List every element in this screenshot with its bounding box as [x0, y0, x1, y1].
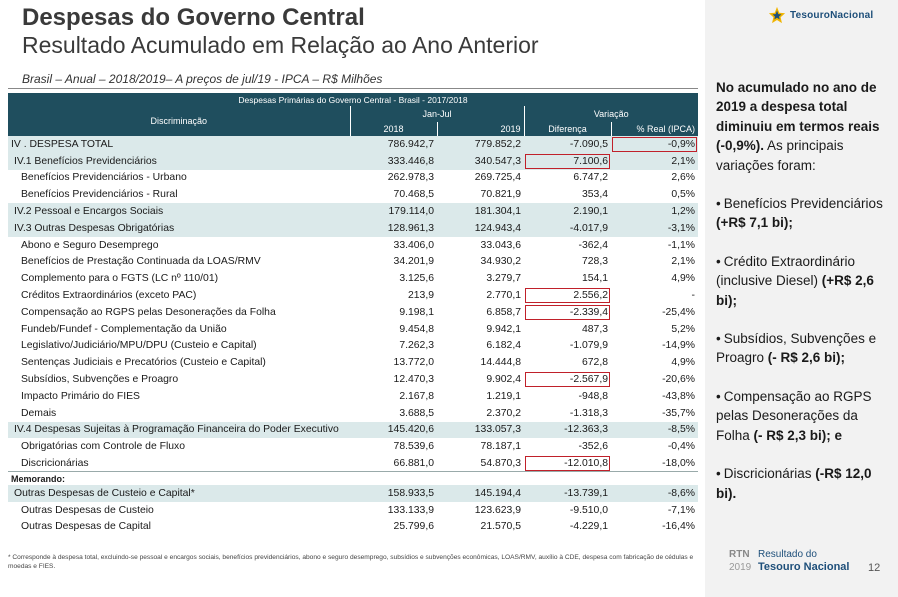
row-value-2018: 34.201,9: [350, 254, 437, 271]
row-value-2018: 3.125,6: [350, 270, 437, 287]
table-row: [8, 388, 698, 405]
table-row: [8, 321, 698, 338]
table-row: [8, 485, 698, 502]
bullet-text: Benefícios Previdenciários: [723, 196, 883, 212]
row-label: Discricionárias: [8, 455, 350, 472]
row-value-2019: 1.219,1: [437, 388, 524, 405]
summary-bullet: [716, 464, 894, 503]
row-label: Abono e Seguro Desemprego: [8, 237, 350, 254]
summary-text: [716, 78, 894, 503]
footer-brand: [758, 548, 849, 574]
row-label: IV.1 Benefícios Previdenciários: [8, 153, 350, 170]
row-value-2018: 262.978,3: [350, 170, 437, 187]
logo-text: TesouroNacional: [790, 9, 874, 21]
page-title: Despesas do Governo Central: [22, 4, 365, 31]
page-number: 12: [868, 562, 881, 574]
row-value-2018: 786.942,7: [350, 136, 437, 153]
row-diferenca: 2.556,2: [524, 287, 611, 304]
expenses-table: [8, 93, 698, 535]
row-value-2018: 158.933,5: [350, 485, 437, 502]
row-real: -43,8%: [611, 388, 698, 405]
col-discriminacao: Discriminação: [8, 106, 350, 136]
row-diferenca: 728,3: [524, 254, 611, 271]
table-row: [8, 254, 698, 271]
row-real: 2,1%: [611, 153, 698, 170]
row-label: IV.2 Pessoal e Encargos Sociais: [8, 203, 350, 220]
col-real: % Real (IPCA): [611, 122, 698, 136]
row-label: Demais: [8, 405, 350, 422]
row-diferenca: 7.100,6: [524, 153, 611, 170]
row-diferenca: -13.739,1: [524, 485, 611, 502]
footer-rtn: [729, 548, 751, 574]
table-context: Brasil – Anual – 2018/2019– A preços de jul/19 - IPCA – R$ Milhões: [22, 72, 383, 86]
row-diferenca: -4.229,1: [524, 519, 611, 536]
row-diferenca: -352,6: [524, 438, 611, 455]
row-diferenca: 487,3: [524, 321, 611, 338]
table-row: [8, 438, 698, 455]
row-real: 4,9%: [611, 354, 698, 371]
row-value-2019: 269.725,4: [437, 170, 524, 187]
row-real: -8,6%: [611, 485, 698, 502]
bullet-text: Compensação ao RGPS pelas Desonerações da Folha: [716, 388, 872, 443]
row-label: Legislativo/Judiciário/MPU/DPU (Custeio e Capital): [8, 338, 350, 355]
memo-row: [8, 472, 698, 485]
row-value-2019: 340.547,3: [437, 153, 524, 170]
summary-bullets: [716, 194, 894, 503]
col-diferenca: Diferença: [524, 122, 611, 136]
col-variacao: Variação: [524, 106, 698, 122]
row-diferenca: 2.190,1: [524, 203, 611, 220]
row-real: -3,1%: [611, 220, 698, 237]
row-label: Créditos Extraordinários (exceto PAC): [8, 287, 350, 304]
table-caption: Despesas Primárias do Governo Central - Brasil - 2017/2018: [8, 93, 698, 106]
row-label: Subsídios, Subvenções e Proagro: [8, 371, 350, 388]
row-real: 5,2%: [611, 321, 698, 338]
row-diferenca: -1.318,3: [524, 405, 611, 422]
row-value-2019: 2.370,2: [437, 405, 524, 422]
row-value-2018: 13.772,0: [350, 354, 437, 371]
row-label: Compensação ao RGPS pelas Desonerações da Folha: [8, 304, 350, 321]
row-value-2018: 213,9: [350, 287, 437, 304]
row-value-2018: 33.406,0: [350, 237, 437, 254]
row-value-2019: 3.279,7: [437, 270, 524, 287]
row-value-2019: 34.930,2: [437, 254, 524, 271]
row-diferenca: -9.510,0: [524, 502, 611, 519]
row-value-2019: 9.942,1: [437, 321, 524, 338]
row-value-2019: 33.043,6: [437, 237, 524, 254]
footer-brand-line1: Resultado do: [758, 549, 817, 560]
row-label: Impacto Primário do FIES: [8, 388, 350, 405]
row-real: 0,5%: [611, 186, 698, 203]
bullet-text: Crédito Extraordinário (inclusive Diesel): [716, 253, 856, 289]
summary-intro-rest: As principais variações foram:: [716, 138, 844, 173]
bullet-text: Subsídios, Subvenções e Proagro: [716, 331, 877, 366]
row-label: IV.3 Outras Despesas Obrigatórias: [8, 220, 350, 237]
row-value-2018: 333.446,8: [350, 153, 437, 170]
row-value-2019: 124.943,4: [437, 220, 524, 237]
row-label: Sentenças Judiciais e Precatórios (Custeio e Capital): [8, 354, 350, 371]
table-row: [8, 203, 698, 220]
row-diferenca: -1.079,9: [524, 338, 611, 355]
table-row: [8, 354, 698, 371]
row-value-2018: 66.881,0: [350, 455, 437, 472]
table-row: [8, 287, 698, 304]
row-real: -0,9%: [611, 136, 698, 153]
table-row: [8, 338, 698, 355]
row-value-2019: 133.057,3: [437, 422, 524, 439]
row-diferenca: -12.363,3: [524, 422, 611, 439]
row-value-2019: 78.187,1: [437, 438, 524, 455]
table-row: [8, 304, 698, 321]
row-label: Benefícios Previdenciários - Urbano: [8, 170, 350, 187]
row-diferenca: -7.090,5: [524, 136, 611, 153]
footer-rtn-label: RTN: [729, 549, 750, 560]
row-real: 1,2%: [611, 203, 698, 220]
row-label: Outras Despesas de Custeio: [8, 502, 350, 519]
row-real: -25,4%: [611, 304, 698, 321]
table-row: [8, 237, 698, 254]
table-row: [8, 502, 698, 519]
row-diferenca: -948,8: [524, 388, 611, 405]
bullet-value: (- R$ 2,6 bi);: [767, 350, 846, 366]
table-row: [8, 422, 698, 439]
row-label: IV.4 Despesas Sujeitas à Programação Financeira do Poder Executivo: [8, 422, 350, 439]
row-label: Fundeb/Fundef - Complementação da União: [8, 321, 350, 338]
table-row: [8, 270, 698, 287]
bullet-value: (-R$ 12,0 bi).: [716, 466, 872, 501]
row-value-2019: 779.852,2: [437, 136, 524, 153]
row-real: -14,9%: [611, 338, 698, 355]
row-value-2018: 145.420,6: [350, 422, 437, 439]
bullet-value: (+R$ 7,1 bi);: [716, 215, 793, 231]
row-value-2018: 25.799,6: [350, 519, 437, 536]
bullet-value: (+R$ 2,6 bi);: [716, 273, 874, 308]
row-diferenca: -2.567,9: [524, 371, 611, 388]
col-2019: 2019: [437, 122, 524, 136]
row-value-2018: 70.468,5: [350, 186, 437, 203]
bullet-dot-icon: •: [716, 253, 721, 269]
table-row: [8, 186, 698, 203]
bullet-text: Discricionárias: [723, 466, 816, 482]
row-diferenca: 672,8: [524, 354, 611, 371]
row-diferenca: 154,1: [524, 270, 611, 287]
row-label: Benefícios Previdenciários - Rural: [8, 186, 350, 203]
row-real: -8,5%: [611, 422, 698, 439]
footer-brand-line2: Tesouro Nacional: [758, 561, 850, 573]
bullet-dot-icon: •: [716, 466, 721, 482]
row-value-2019: 145.194,4: [437, 485, 524, 502]
row-label: Benefícios de Prestação Continuada da LOAS/RMV: [8, 254, 350, 271]
row-value-2018: 9.198,1: [350, 304, 437, 321]
row-value-2018: 12.470,3: [350, 371, 437, 388]
row-real: -20,6%: [611, 371, 698, 388]
row-real: -: [611, 287, 698, 304]
footnote: * Corresponde à despesa total, excluindo-se pessoal e encargos sociais, benefícios previdenciários, abono e seguro desemprego, subsídios e subvenções econômicas, LOAS/RMV, auxílio à CDE, despesa com fabricação de cédulas e moedas e FIES.: [8, 554, 694, 570]
row-real: -35,7%: [611, 405, 698, 422]
row-real: 2,1%: [611, 254, 698, 271]
row-real: 2,6%: [611, 170, 698, 187]
row-value-2019: 9.902,4: [437, 371, 524, 388]
row-value-2019: 123.623,9: [437, 502, 524, 519]
row-diferenca: -12.010,8: [524, 455, 611, 472]
row-diferenca: 353,4: [524, 186, 611, 203]
bullet-value: (- R$ 2,3 bi); e: [753, 427, 843, 443]
tesouro-logo: [768, 6, 873, 24]
row-diferenca: -4.017,9: [524, 220, 611, 237]
summary-intro-bold: No acumulado no ano de 2019 a despesa total diminuiu em termos reais (-0,9%).: [716, 80, 880, 154]
table-row: [8, 136, 698, 153]
row-value-2018: 9.454,8: [350, 321, 437, 338]
table-row: [8, 455, 698, 472]
bullet-dot-icon: •: [716, 388, 721, 404]
col-2018: 2018: [350, 122, 437, 136]
row-label: IV . DESPESA TOTAL: [8, 136, 350, 153]
table-row: [8, 170, 698, 187]
row-value-2018: 7.262,3: [350, 338, 437, 355]
row-value-2018: 3.688,5: [350, 405, 437, 422]
row-value-2019: 6.858,7: [437, 304, 524, 321]
summary-bullet: [716, 387, 894, 445]
row-label: Obrigatórias com Controle de Fluxo: [8, 438, 350, 455]
table-body: [8, 136, 698, 535]
row-real: -18,0%: [611, 455, 698, 472]
page-subtitle: Resultado Acumulado em Relação ao Ano Anterior: [22, 32, 539, 58]
row-label: Outras Despesas de Custeio e Capital*: [8, 485, 350, 502]
row-real: -7,1%: [611, 502, 698, 519]
row-value-2018: 133.133,9: [350, 502, 437, 519]
row-label: Complemento para o FGTS (LC nº 110/01): [8, 270, 350, 287]
row-value-2019: 6.182,4: [437, 338, 524, 355]
row-value-2019: 181.304,1: [437, 203, 524, 220]
divider: [8, 88, 698, 89]
bullet-dot-icon: •: [716, 196, 721, 212]
bullet-dot-icon: •: [716, 331, 721, 347]
memo-label: Memorando:: [8, 472, 698, 485]
star-icon: [768, 6, 786, 24]
row-real: -16,4%: [611, 519, 698, 536]
row-diferenca: 6.747,2: [524, 170, 611, 187]
row-value-2019: 2.770,1: [437, 287, 524, 304]
table-row: [8, 405, 698, 422]
row-value-2019: 70.821,9: [437, 186, 524, 203]
row-value-2018: 78.539,6: [350, 438, 437, 455]
summary-bullet: [716, 329, 894, 368]
summary-bullet: [716, 252, 894, 310]
table-row: [8, 371, 698, 388]
summary-intro: [716, 78, 894, 175]
row-label: Outras Despesas de Capital: [8, 519, 350, 536]
row-real: -0,4%: [611, 438, 698, 455]
row-value-2018: 128.961,3: [350, 220, 437, 237]
row-value-2018: 2.167,8: [350, 388, 437, 405]
row-diferenca: -362,4: [524, 237, 611, 254]
table-row: [8, 519, 698, 536]
row-value-2019: 21.570,5: [437, 519, 524, 536]
row-real: -1,1%: [611, 237, 698, 254]
row-value-2019: 14.444,8: [437, 354, 524, 371]
row-value-2019: 54.870,3: [437, 455, 524, 472]
row-real: 4,9%: [611, 270, 698, 287]
row-diferenca: -2.339,4: [524, 304, 611, 321]
col-period: Jan-Jul: [350, 106, 524, 122]
summary-bullet: [716, 194, 894, 233]
table-row: [8, 220, 698, 237]
row-value-2018: 179.114,0: [350, 203, 437, 220]
table-row: [8, 153, 698, 170]
footer-year: 2019: [729, 562, 752, 573]
